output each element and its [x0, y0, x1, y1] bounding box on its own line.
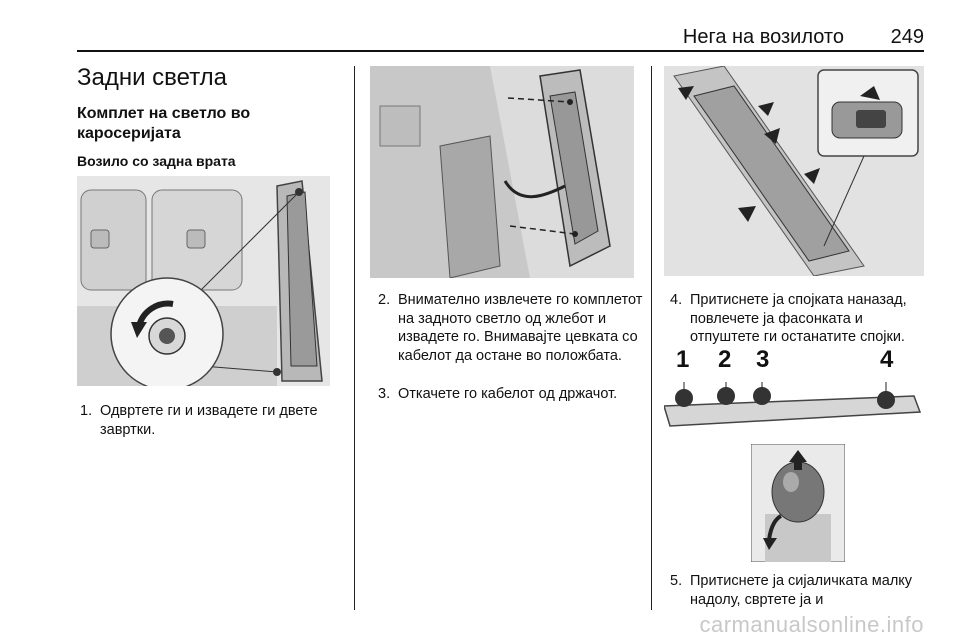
- step-2: [378, 291, 643, 365]
- running-header-title: Нега на возилото: [682, 26, 844, 48]
- step-number: 3.: [378, 386, 391, 402]
- figure-bulb-positions: [664, 378, 924, 438]
- step-number: 1.: [80, 403, 93, 419]
- step-number: 2.: [378, 292, 391, 308]
- bulb-label-1: 1: [676, 346, 690, 373]
- step-text: Притиснете ја сијаличката малку надолу, свртете ја и: [690, 573, 913, 608]
- figure-bulb-holder-clips: [664, 66, 924, 276]
- header-rule: [77, 50, 924, 52]
- column-divider-right: [651, 66, 652, 610]
- figure-tailgate-screws: [77, 176, 330, 386]
- watermark: carmanualsonline.info: [699, 612, 924, 637]
- bulb-label-4: 4: [880, 346, 894, 373]
- step-1: [80, 402, 345, 439]
- step-text: Внимателно извлечете го комплетот на задното светло од жлебот и извадете го. Внимавајте цевката со кабелот да остане во положбата.: [398, 292, 643, 364]
- page-number: 249: [890, 26, 924, 48]
- subsubsection-title: Возило со задна врата: [77, 153, 236, 169]
- column-divider-left: [354, 66, 355, 610]
- step-number: 4.: [670, 292, 683, 308]
- step-3: [378, 385, 643, 404]
- step-text: Притиснете ја спојката наназад, повлечете ја фасонката и отпуштете ги останатите спојки.: [690, 292, 907, 345]
- step-5: [670, 572, 935, 609]
- bulb-label-3: 3: [756, 346, 770, 373]
- bulb-label-2: 2: [718, 346, 732, 373]
- step-number: 5.: [670, 573, 683, 589]
- step-4: [670, 291, 935, 347]
- step-text: Откачете го кабелот од држачот.: [398, 386, 618, 402]
- step-text: Одвртете ги и извадете ги двете завртки.: [100, 403, 318, 438]
- subsection-title: Комплет на светло во каросеријата: [77, 105, 251, 142]
- section-title: Задни светла: [77, 64, 228, 91]
- figure-tail-light-removal: [370, 66, 634, 278]
- figure-bulb-detail: [751, 444, 845, 562]
